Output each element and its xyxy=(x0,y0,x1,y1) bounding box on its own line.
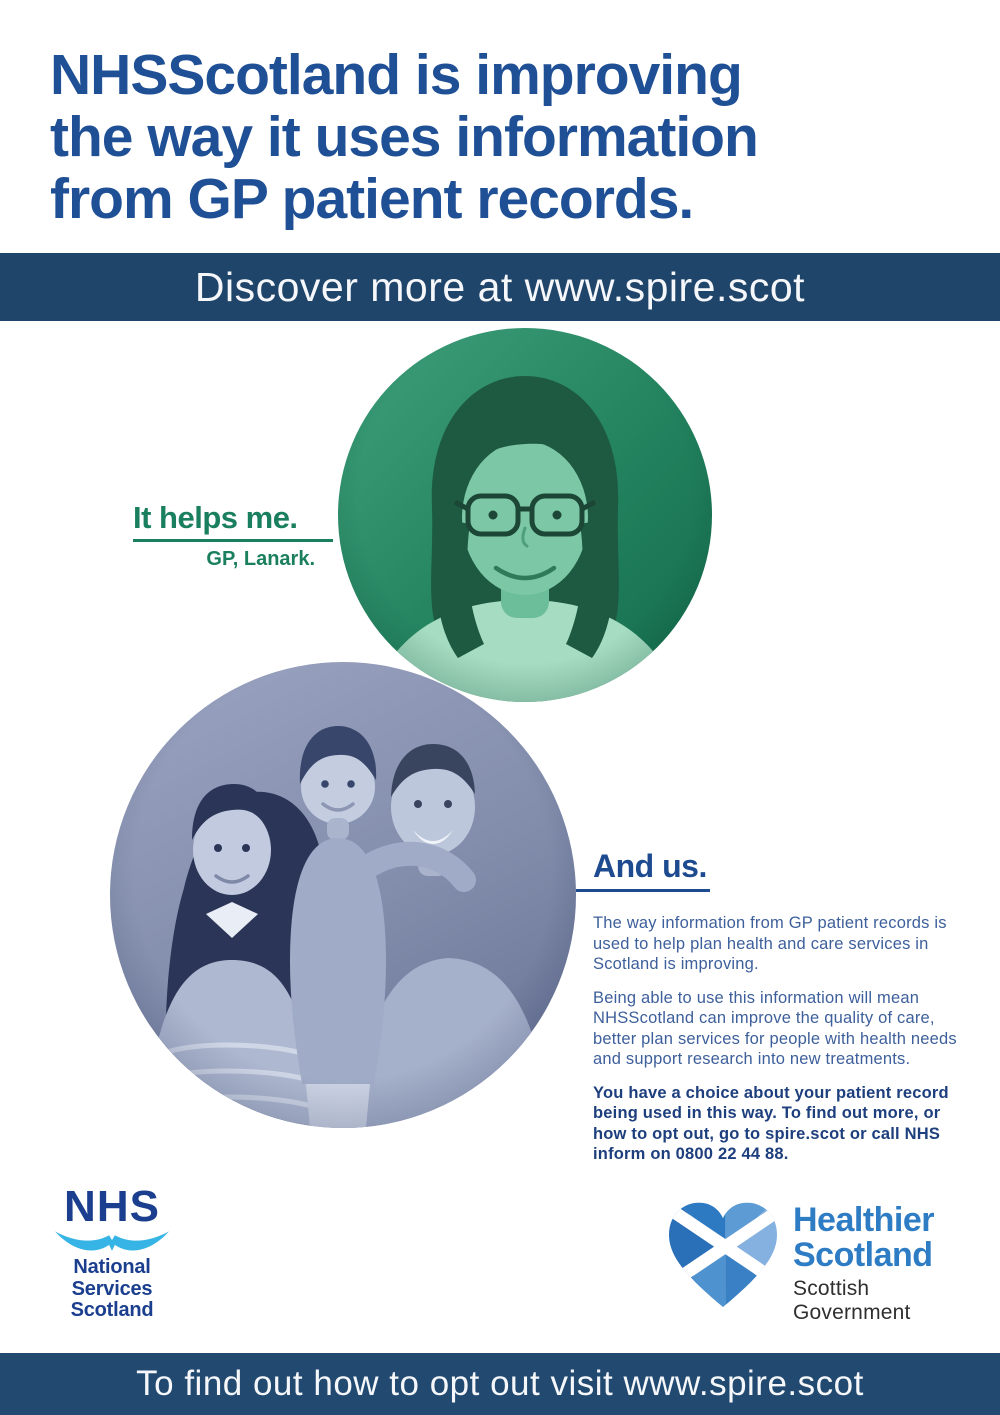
family-quote-statement: And us. xyxy=(593,848,707,884)
poster-headline xyxy=(50,44,970,230)
scotgov-logo-text xyxy=(793,1203,934,1325)
nhs-nss-name xyxy=(52,1257,172,1322)
nhs-wordmark: NHS xyxy=(64,1182,160,1231)
nss-line-national: National xyxy=(73,1256,151,1278)
body-copy xyxy=(593,913,963,1178)
gp-quote-statement: It helps me. xyxy=(133,500,298,535)
nhs-nss-logo xyxy=(52,1182,172,1322)
nss-line-services: Services xyxy=(71,1277,153,1300)
body-paragraph-1: The way information from GP patient records is used to help plan health and care services in Scotland is improving. xyxy=(593,914,947,973)
org-line-scottish: Scottish xyxy=(793,1277,870,1300)
body-paragraph-2: Being able to use this information will mean NHSScotland can improve the quality of care, better plan services for people with health needs and support research into new treatments. xyxy=(593,988,957,1068)
nss-line-scotland: Scotland xyxy=(70,1299,154,1321)
gp-quote-underline xyxy=(133,539,333,542)
brand-line-scotland: Scotland xyxy=(793,1236,933,1274)
gp-quote-attribution: GP, Lanark. xyxy=(206,548,315,570)
discover-banner-text: Discover more at www.spire.scot xyxy=(194,263,806,310)
gp-portrait-photo xyxy=(338,328,712,702)
headline-line-2: the way it uses information xyxy=(50,105,758,169)
family-portrait-photo xyxy=(110,662,576,1128)
family-portrait-illustration xyxy=(110,662,576,1128)
body-paragraph-3-optout: You have a choice about your patient record being used in this way. To find out more, or how to opt out, go to spire.scot or call NHS inform on 0800 22 44 88. xyxy=(593,1083,949,1163)
headline-line-1: NHSScotland is improving xyxy=(50,43,742,107)
woman-portrait-illustration xyxy=(338,328,712,702)
saltire-heart-icon xyxy=(663,1198,783,1314)
saltire-heart-svg xyxy=(663,1198,783,1314)
healthier-scotland-wordmark xyxy=(793,1203,934,1273)
org-line-government: Government xyxy=(793,1301,911,1324)
brand-line-healthier: Healthier xyxy=(793,1201,934,1239)
headline-line-3: from GP patient records. xyxy=(50,167,694,231)
scottish-government-wordmark xyxy=(793,1277,934,1325)
family-quote-underline xyxy=(576,889,710,892)
optout-banner xyxy=(0,1353,1000,1415)
discover-banner xyxy=(0,253,1000,321)
optout-banner-text: To find out how to opt out visit www.spire.scot xyxy=(136,1364,864,1403)
nhs-swoosh-icon xyxy=(53,1229,171,1255)
